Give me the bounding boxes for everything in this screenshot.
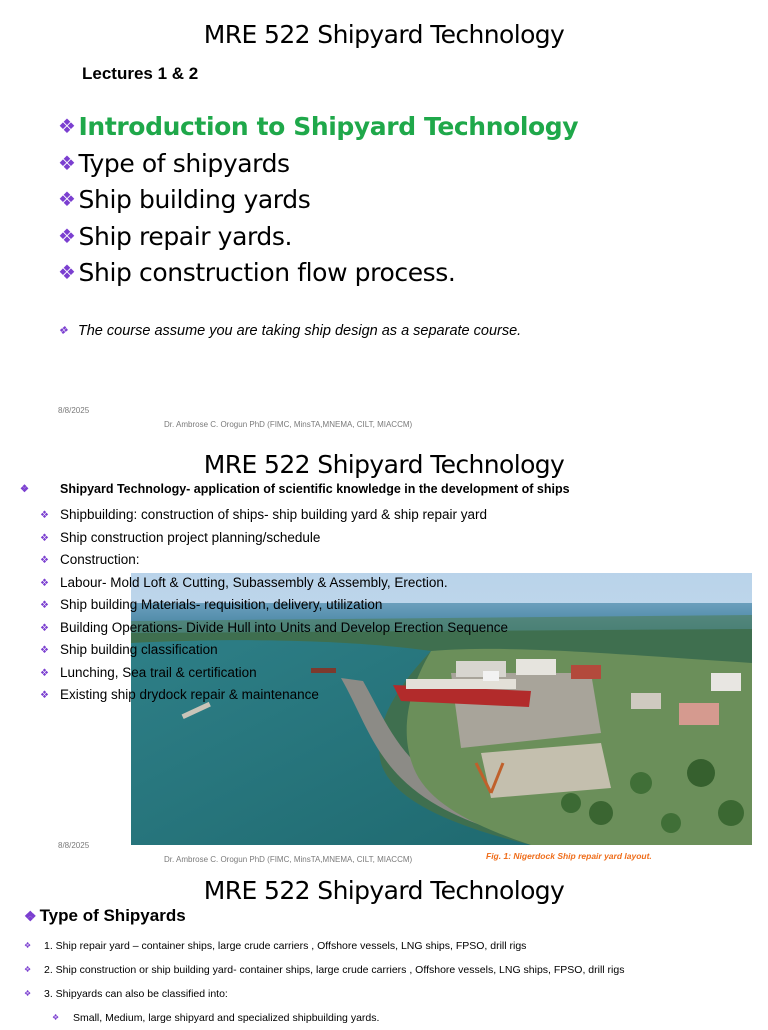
diamond-bullet-icon: ❖ <box>58 187 76 211</box>
slide-title: MRE 522 Shipyard Technology <box>203 20 565 49</box>
bullet-item <box>40 662 600 685</box>
diamond-bullet-icon: ❖ <box>24 941 32 950</box>
diamond-bullet-icon: ❖ <box>20 484 29 495</box>
bullet-item <box>24 958 624 982</box>
bullet-text: 2. Ship construction or ship building yard- container ships, large crude carriers , Offshore vessels, LNG ships, FPSO, drill rigs <box>44 964 625 976</box>
diamond-bullet-icon: ❖ <box>40 645 49 656</box>
bullet-item <box>20 482 600 497</box>
slide-footer: Dr. Ambrose C. Orogun PhD (FIMC, MinsTA,MNEMA, CILT, MIACCM) <box>164 855 413 864</box>
bullet-item <box>58 149 290 178</box>
diamond-bullet-icon: ❖ <box>24 908 37 924</box>
bullet-text: Building Operations- Divide Hull into Units and Develop Erection Sequence <box>60 619 508 635</box>
section-heading <box>24 906 186 926</box>
course-note-text: The course assume you are taking ship design as a separate course. <box>77 323 522 339</box>
diamond-bullet-icon: ❖ <box>58 224 76 248</box>
bullet-text: Type of shipyards <box>78 149 290 178</box>
diamond-bullet-icon: ❖ <box>40 600 49 611</box>
bullet-item <box>58 222 292 251</box>
sub-bullet-item <box>24 1006 624 1030</box>
diamond-bullet-icon: ❖ <box>40 577 49 589</box>
sub-bullet-text: Small, Medium, large shipyard and specialized shipbuilding yards. <box>73 1012 380 1024</box>
diamond-bullet-icon: ❖ <box>24 989 32 998</box>
slide-1 <box>0 0 768 440</box>
bullet-text: 1. Ship repair yard – container ships, large crude carriers , Offshore vessels, LNG ships, FPSO, drill rigs <box>44 940 527 952</box>
bullet-item <box>58 258 455 287</box>
bullet-text: Shipyard Technology- application of scientific knowledge in the development of ships <box>60 482 570 496</box>
bullet-item <box>40 572 600 595</box>
bullet-item <box>24 934 624 958</box>
diamond-bullet-icon: ❖ <box>52 1013 60 1022</box>
diamond-bullet-icon: ❖ <box>24 965 32 974</box>
bullet-item <box>40 527 600 550</box>
bullet-item <box>40 594 600 617</box>
bullet-item <box>40 617 600 640</box>
bullet-text: Ship building Materials- requisition, delivery, utilization <box>60 597 383 612</box>
bullet-item <box>40 639 600 662</box>
diamond-bullet-icon: ❖ <box>40 510 49 521</box>
bullet-text: Ship construction flow process. <box>78 258 456 287</box>
bullet-text: Ship building classification <box>60 642 218 657</box>
diamond-bullet-icon: ❖ <box>58 151 76 175</box>
diamond-bullet-icon: ❖ <box>58 114 76 138</box>
bullet-item <box>58 185 310 214</box>
bullet-text: Lunching, Sea trail & certification <box>60 664 257 680</box>
diamond-bullet-icon: ❖ <box>58 260 76 284</box>
bullet-text: Ship building yards <box>78 185 311 214</box>
bullet-text: Construction: <box>60 552 140 567</box>
section-heading-text: Type of Shipyards <box>39 906 186 925</box>
bullet-text: Ship repair yards. <box>78 222 293 251</box>
bullet-item <box>24 982 624 1006</box>
slide-subtitle: Lectures 1 & 2 <box>82 64 199 83</box>
bullet-item <box>58 112 578 141</box>
diamond-bullet-icon: ❖ <box>58 325 68 337</box>
diamond-bullet-icon: ❖ <box>40 622 49 634</box>
slide-date: 8/8/2025 <box>58 406 90 415</box>
slide-title: MRE 522 Shipyard Technology <box>203 876 565 905</box>
bullet-item <box>40 504 600 527</box>
content-bullet-list <box>20 482 600 707</box>
diamond-bullet-icon: ❖ <box>40 667 49 679</box>
bullet-item <box>40 549 600 572</box>
slide-date: 8/8/2025 <box>58 841 90 850</box>
bullet-text: Existing ship drydock repair & maintenance <box>60 687 319 702</box>
bullet-text: Ship construction project planning/schedule <box>60 529 321 545</box>
slide-3 <box>0 868 768 1024</box>
diamond-bullet-icon: ❖ <box>40 555 49 566</box>
content-bullet-list <box>24 934 624 1030</box>
bullet-text-highlight: Introduction to Shipyard Technology <box>78 112 579 141</box>
slide-title: MRE 522 Shipyard Technology <box>203 450 565 479</box>
course-note <box>58 323 521 339</box>
bullet-text: Shipbuilding: construction of ships- ship building yard & ship repair yard <box>60 507 487 522</box>
bullet-text: Labour- Mold Loft & Cutting, Subassembly & Assembly, Erection. <box>60 574 448 590</box>
bullet-text: 3. Shipyards can also be classified into: <box>44 988 228 1000</box>
diamond-bullet-icon: ❖ <box>40 690 49 701</box>
bullet-item <box>40 684 600 707</box>
diamond-bullet-icon: ❖ <box>40 532 49 544</box>
slide-footer: Dr. Ambrose C. Orogun PhD (FIMC, MinsTA,MNEMA, CILT, MIACCM) <box>164 420 413 429</box>
slide-2 <box>0 440 768 868</box>
figure-caption: Fig. 1: Nigerdock Ship repair yard layout. <box>486 851 652 861</box>
